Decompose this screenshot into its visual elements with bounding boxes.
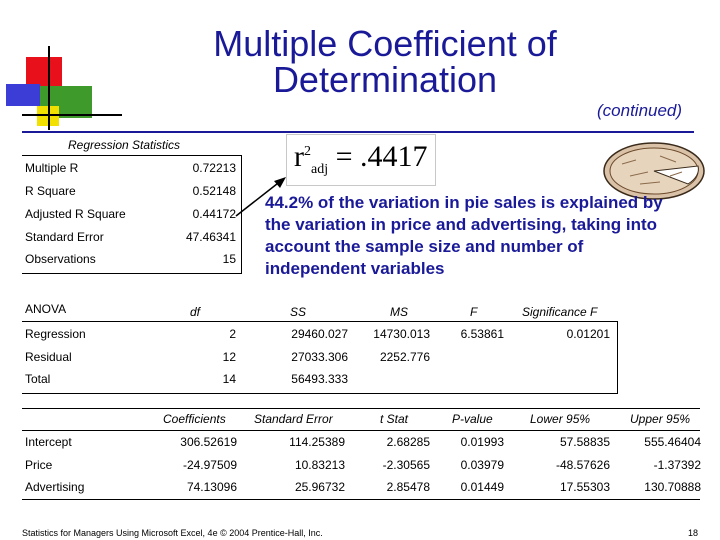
decor-vertical-line xyxy=(48,46,50,130)
coef-header-lower-95: Lower 95% xyxy=(530,412,591,426)
anova-row-residual-label: Residual xyxy=(25,350,72,364)
anova-right-border xyxy=(617,321,618,393)
formula-subscript: adj xyxy=(311,162,329,177)
coef-row-price-t-stat: -2.30565 xyxy=(382,458,430,472)
coef-row-advertising-upper-95: 130.70888 xyxy=(644,480,701,494)
coef-row-advertising-coefficient: 74.13096 xyxy=(186,480,237,494)
page-number: 18 xyxy=(688,528,699,538)
regstats-value-multiple-r: 0.72213 xyxy=(192,161,236,175)
coef-header-upper-95: Upper 95% xyxy=(630,412,691,426)
coef-header-rule xyxy=(22,430,700,431)
slide-title xyxy=(170,23,600,100)
regstats-label-multiple-r: Multiple R xyxy=(25,161,79,175)
regstats-label-r-square: R Square xyxy=(25,184,76,198)
anova-label: ANOVA xyxy=(25,302,67,316)
regstats-label-standard-error: Standard Error xyxy=(25,230,104,244)
coef-header-p-value: P-value xyxy=(452,412,493,426)
coef-header-t-stat: t Stat xyxy=(380,412,409,426)
regstats-value-adjusted-r-square: 0.44172 xyxy=(192,207,236,221)
anova-row-residual-ms: 2252.776 xyxy=(379,350,430,364)
anova-header-df: df xyxy=(190,305,201,319)
coef-row-intercept-t-stat: 2.68285 xyxy=(386,435,430,449)
coef-row-price-p-value: 0.03979 xyxy=(460,458,504,472)
anova-row-total-ss: 56493.333 xyxy=(291,372,348,386)
regstats-label-observations: Observations xyxy=(25,252,96,266)
regstats-header-rule xyxy=(22,155,242,156)
anova-row-total-df: 14 xyxy=(222,372,236,386)
regstats-value-observations: 15 xyxy=(222,252,236,266)
anova-row-regression-df: 2 xyxy=(229,327,236,341)
anova-row-total-label: Total xyxy=(25,372,51,386)
anova-header-ms: MS xyxy=(390,305,408,319)
interpretation-callout: 44.2% of the variation in pie sales is explained by the variation in price and advertising, taking into account the sample size and number of independent variables xyxy=(265,193,663,278)
coef-row-price-coefficient: -24.97509 xyxy=(182,458,237,472)
coef-row-price-label: Price xyxy=(25,458,53,472)
regstats-label-adjusted-r-square: Adjusted R Square xyxy=(25,207,126,221)
coef-row-advertising-label: Advertising xyxy=(25,480,85,494)
regstats-bottom-rule xyxy=(22,273,242,274)
decor-blue-square xyxy=(6,84,40,106)
formula-value: = .4417 xyxy=(335,140,428,173)
title-rule xyxy=(22,131,694,133)
anova-header-significance-f: Significance F xyxy=(522,305,598,319)
coef-row-advertising-p-value: 0.01449 xyxy=(460,480,504,494)
coef-row-price-standard-error: 10.83213 xyxy=(294,458,345,472)
formula-r: r xyxy=(294,140,304,173)
coef-row-advertising-t-stat: 2.85478 xyxy=(386,480,430,494)
adjusted-r-squared-formula xyxy=(294,140,428,178)
coef-top-rule xyxy=(22,408,700,409)
anova-row-regression-sig: 0.01201 xyxy=(566,327,610,341)
anova-row-regression-ss: 29460.027 xyxy=(291,327,348,341)
regstats-value-r-square: 0.52148 xyxy=(192,184,236,198)
decor-horizontal-line xyxy=(22,114,122,116)
coef-row-intercept-label: Intercept xyxy=(25,435,72,449)
anova-header-f: F xyxy=(470,305,478,319)
coef-row-intercept-lower-95: 57.58835 xyxy=(559,435,610,449)
anova-row-regression-ms: 14730.013 xyxy=(373,327,430,341)
coef-header-coefficients: Coefficients xyxy=(163,412,226,426)
formula-superscript: 2 xyxy=(304,144,311,159)
anova-row-regression-f: 6.53861 xyxy=(460,327,504,341)
title-line-2: Determination xyxy=(272,59,498,100)
coef-row-price-upper-95: -1.37392 xyxy=(653,458,701,472)
anova-row-residual-df: 12 xyxy=(222,350,236,364)
coef-bottom-rule xyxy=(22,499,700,500)
footer-citation: Statistics for Managers Using Microsoft Excel, 4e © 2004 Prentice-Hall, Inc. xyxy=(22,528,323,538)
coef-row-intercept-coefficient: 306.52619 xyxy=(180,435,237,449)
continued-label: (continued) xyxy=(597,101,683,120)
regstats-value-standard-error: 47.46341 xyxy=(185,230,236,244)
coef-row-intercept-standard-error: 114.25389 xyxy=(289,435,345,449)
title-line-1: Multiple Coefficient of xyxy=(213,23,557,64)
coef-row-intercept-p-value: 0.01993 xyxy=(460,435,504,449)
coef-row-intercept-upper-95: 555.46404 xyxy=(644,435,701,449)
anova-row-residual-ss: 27033.306 xyxy=(291,350,348,364)
coef-row-price-lower-95: -48.57626 xyxy=(555,458,610,472)
coef-row-advertising-lower-95: 17.55303 xyxy=(559,480,610,494)
coef-row-advertising-standard-error: 25.96732 xyxy=(294,480,345,494)
anova-row-regression-label: Regression xyxy=(25,327,86,341)
coef-header-standard-error: Standard Error xyxy=(254,412,333,426)
anova-header-ss: SS xyxy=(290,305,307,319)
anova-bottom-rule xyxy=(22,393,618,394)
regstats-header: Regression Statistics xyxy=(68,138,181,152)
anova-header-rule xyxy=(22,321,618,322)
